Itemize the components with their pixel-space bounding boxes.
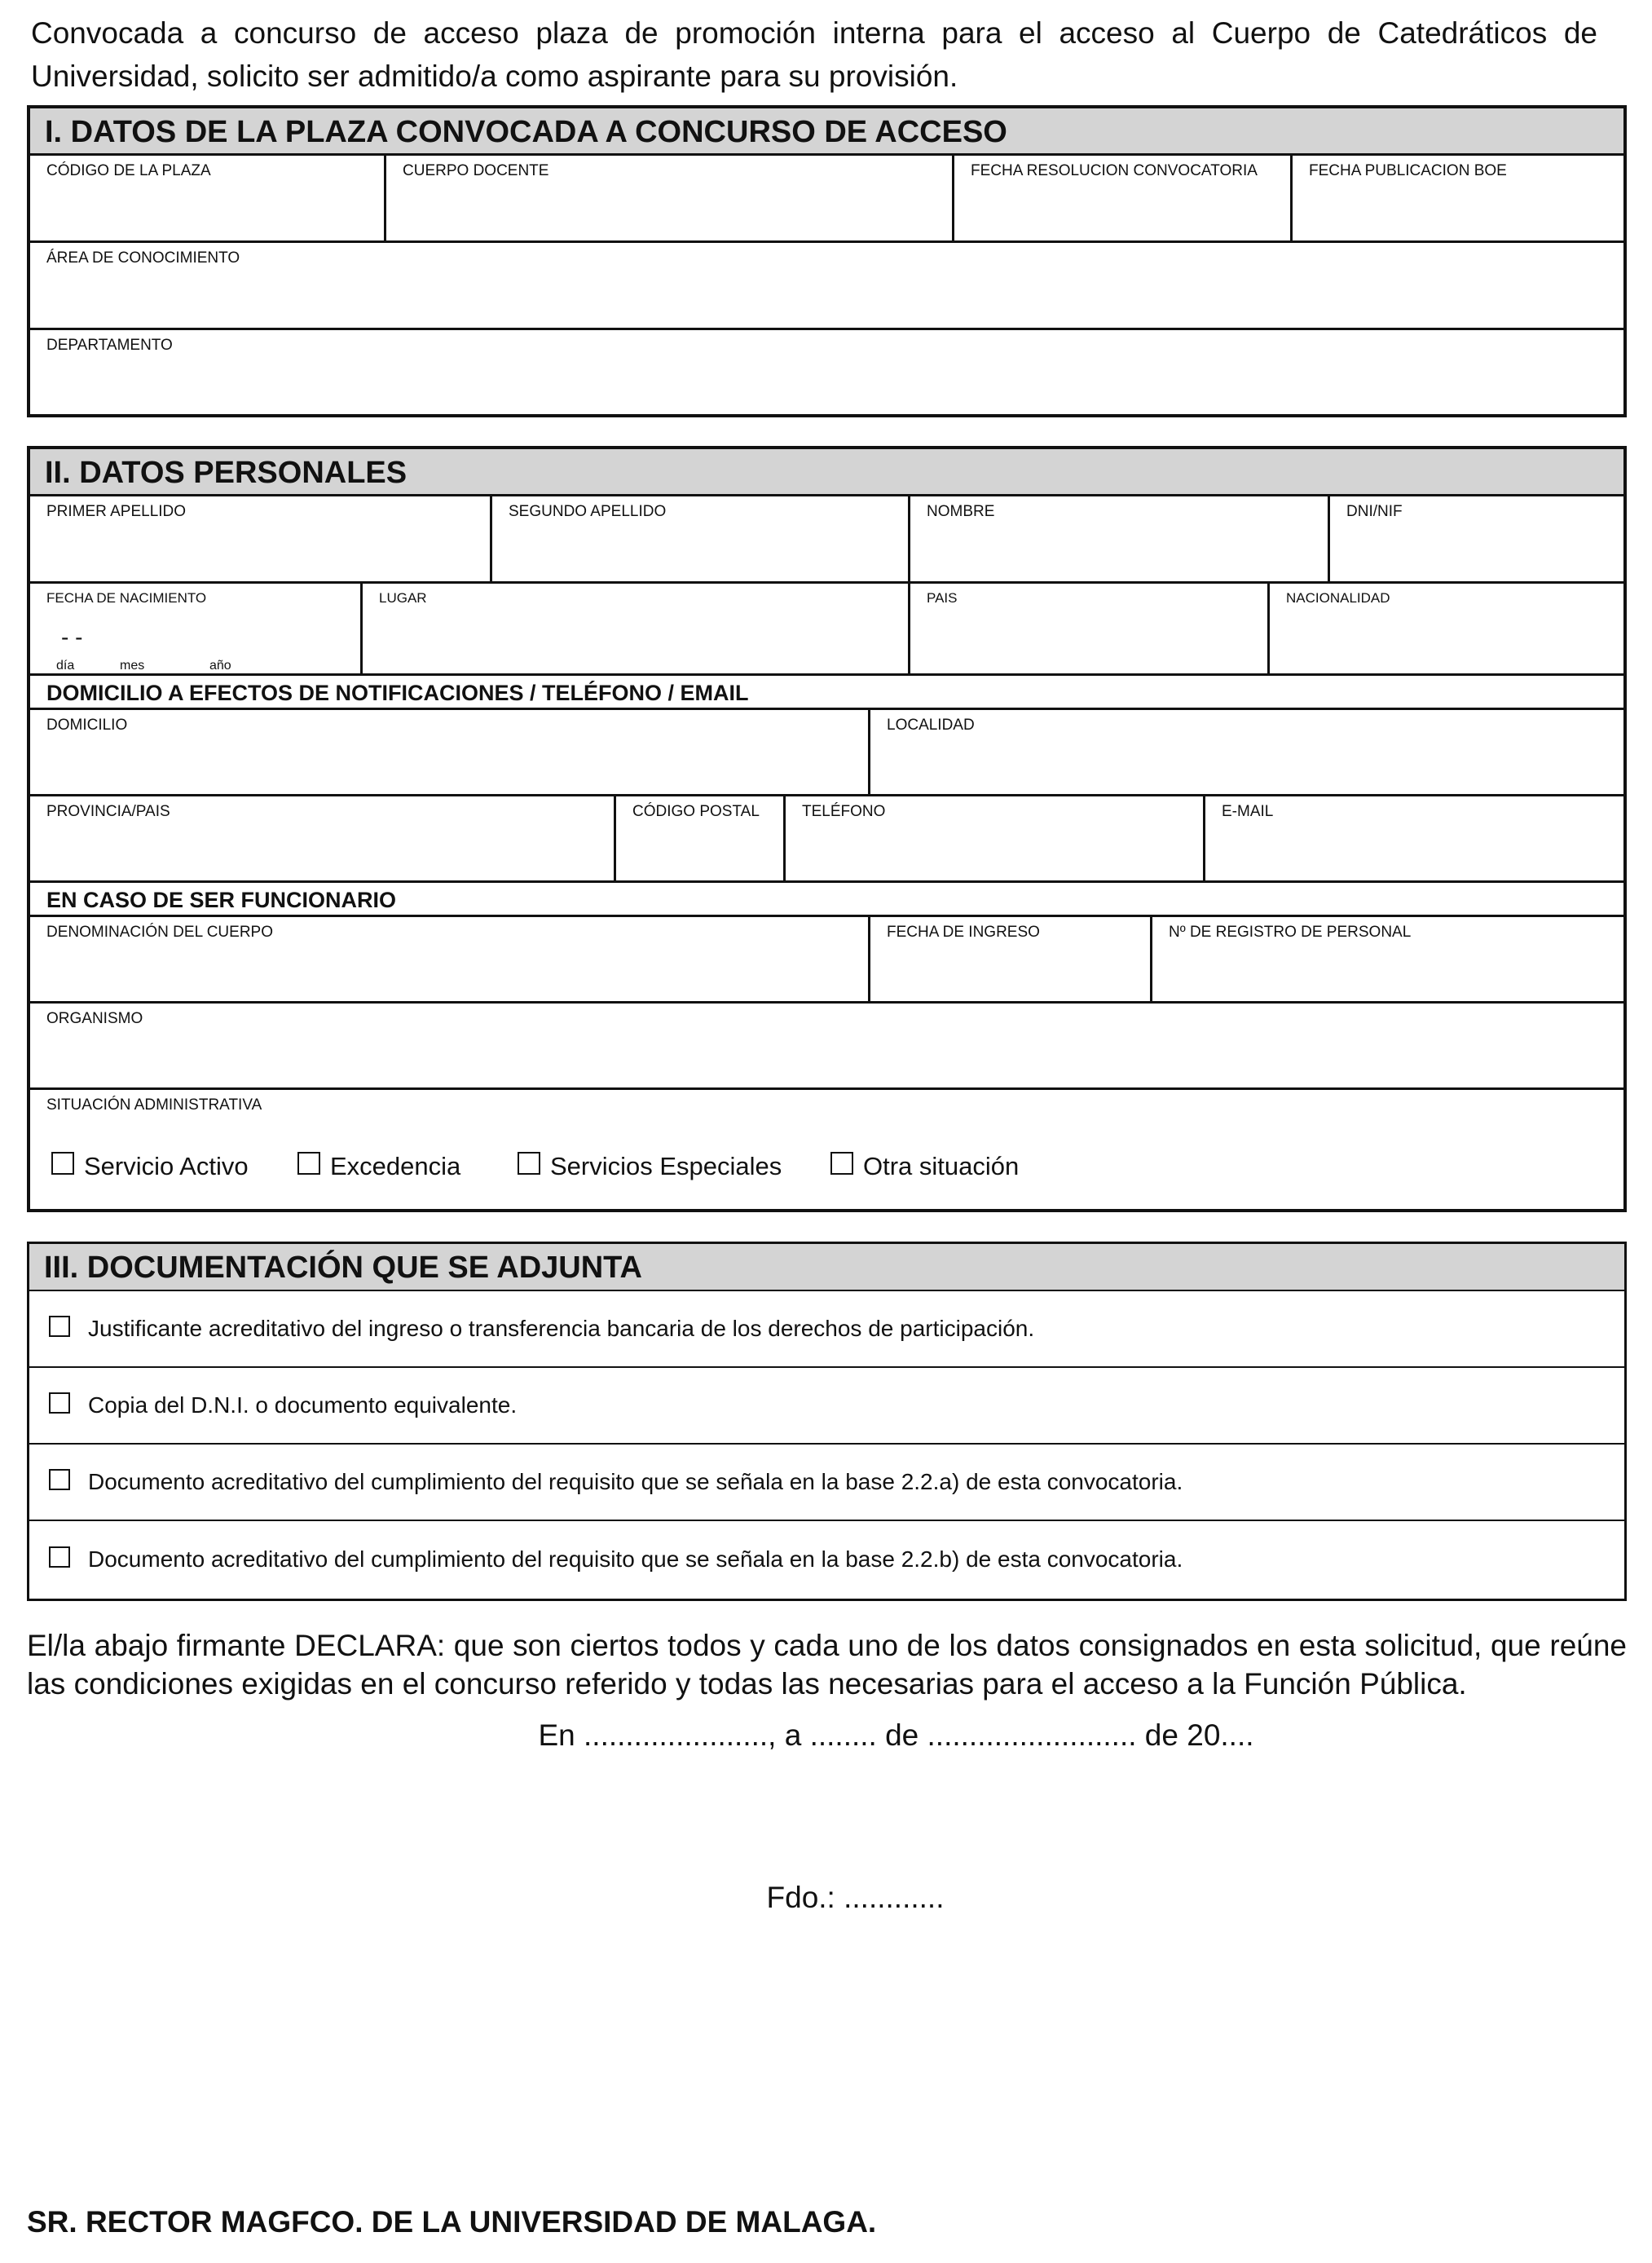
date-dia-label: día (56, 659, 75, 673)
section-datos-personales (27, 446, 1627, 1212)
checkbox-icon (49, 1546, 70, 1568)
field-label: NACIONALIDAD (1286, 590, 1390, 606)
field-codigo-plaza[interactable] (30, 156, 386, 240)
field-label: FECHA DE NACIMIENTO (46, 590, 207, 606)
checkbox-icon (49, 1469, 70, 1490)
field-label: DOMICILIO (46, 717, 128, 734)
checkbox-icon (51, 1152, 74, 1175)
doc-label: Copia del D.N.I. o documento equivalente. (88, 1392, 518, 1418)
place-date-line: En ......................, a ........ de ......................... de 20.... (538, 1718, 1254, 1752)
checkbox-otra-situacion[interactable] (830, 1152, 1019, 1181)
field-nombre[interactable] (910, 496, 1330, 581)
field-dni[interactable] (1330, 496, 1623, 581)
date-separators: - - (61, 624, 83, 650)
field-codigo-postal[interactable] (616, 796, 786, 880)
field-domicilio[interactable] (30, 710, 870, 794)
field-provincia[interactable] (30, 796, 616, 880)
field-localidad[interactable] (870, 710, 1623, 794)
field-denominacion-cuerpo[interactable] (30, 917, 870, 1001)
date-anio-label: año (209, 659, 231, 673)
option-label: Servicio Activo (84, 1152, 249, 1180)
field-telefono[interactable] (786, 796, 1205, 880)
field-organismo[interactable] (30, 1004, 1623, 1087)
field-lugar[interactable] (363, 584, 910, 673)
field-email[interactable] (1205, 796, 1623, 880)
doc-label: Justificante acreditativo del ingreso o transferencia bancaria de los derechos de participación. (88, 1316, 1035, 1341)
doc-requisito-2-2-b[interactable] (29, 1521, 1624, 1598)
section-datos-personales-title: II. DATOS PERSONALES (30, 449, 1623, 496)
field-label: PAIS (927, 590, 958, 606)
field-fecha-publicacion[interactable] (1293, 156, 1623, 240)
section-documentacion-title: III. DOCUMENTACIÓN QUE SE ADJUNTA (29, 1244, 1624, 1291)
doc-requisito-2-2-a[interactable] (29, 1445, 1624, 1521)
field-label: ÁREA DE CONOCIMIENTO (46, 249, 240, 267)
field-label: ORGANISMO (46, 1010, 143, 1027)
checkbox-excedencia[interactable] (297, 1152, 518, 1181)
funcionario-heading: EN CASO DE SER FUNCIONARIO (30, 883, 1623, 917)
situacion-options (51, 1152, 1019, 1181)
doc-copia-dni[interactable] (29, 1368, 1624, 1445)
field-label: SEGUNDO APELLIDO (509, 503, 667, 520)
field-pais[interactable] (910, 584, 1270, 673)
checkbox-icon (297, 1152, 320, 1175)
intro-paragraph: Convocada a concurso de acceso plaza de promoción interna para el acceso al Cuerpo de Catedráticos de Universidad, solicito ser admitido/a como aspirante para su provisión. (31, 16, 1597, 93)
field-label: FECHA DE INGRESO (887, 924, 1040, 941)
field-departamento[interactable] (30, 330, 1623, 415)
field-label: LUGAR (379, 590, 427, 606)
field-label: LOCALIDAD (887, 717, 975, 734)
field-label: PROVINCIA/PAIS (46, 803, 170, 820)
field-fecha-resolucion[interactable] (954, 156, 1293, 240)
option-label: Servicios Especiales (550, 1152, 782, 1180)
field-label: PRIMER APELLIDO (46, 503, 187, 520)
field-label: DENOMINACIÓN DEL CUERPO (46, 924, 273, 941)
field-area-conocimiento[interactable] (30, 243, 1623, 328)
doc-label: Documento acreditativo del cumplimiento del requisito que se señala en la base 2.2.b) de esta convocatoria. (88, 1546, 1183, 1572)
field-segundo-apellido[interactable] (492, 496, 910, 581)
checkbox-servicio-activo[interactable] (51, 1152, 297, 1181)
domicilio-heading: DOMICILIO A EFECTOS DE NOTIFICACIONES / TELÉFONO / EMAIL (30, 676, 1623, 710)
checkbox-icon (830, 1152, 853, 1175)
field-fecha-ingreso[interactable] (870, 917, 1152, 1001)
field-primer-apellido[interactable] (30, 496, 492, 581)
field-fecha-nacimiento[interactable] (30, 584, 363, 673)
option-label: Otra situación (863, 1152, 1020, 1180)
field-label: CÓDIGO DE LA PLAZA (46, 162, 211, 179)
section-plaza-title: I. DATOS DE LA PLAZA CONVOCADA A CONCURSO DE ACCESO (30, 108, 1623, 156)
section-documentacion (27, 1242, 1627, 1601)
checkbox-icon (49, 1392, 70, 1414)
date-mes-label: mes (120, 659, 145, 673)
field-situacion-administrativa (30, 1090, 1623, 1198)
addressee: SR. RECTOR MAGFCO. DE LA UNIVERSIDAD DE MALAGA. (27, 2205, 877, 2239)
field-label: SITUACIÓN ADMINISTRATIVA (46, 1096, 262, 1114)
checkbox-icon (49, 1316, 70, 1337)
section-plaza (27, 105, 1627, 417)
doc-justificante[interactable] (29, 1291, 1624, 1368)
field-label: TELÉFONO (802, 803, 886, 820)
field-registro-personal[interactable] (1152, 917, 1623, 1001)
declaration-paragraph: El/la abajo firmante DECLARA: que son ciertos todos y cada uno de los datos consignados en esta solicitud, que reúne las condiciones exigidas en el concurso referido y todas las necesarias para el acceso a la Función Pública. (27, 1629, 1627, 1701)
field-cuerpo-docente[interactable] (386, 156, 954, 240)
checkbox-icon (518, 1152, 540, 1175)
doc-label: Documento acreditativo del cumplimiento del requisito que se señala en la base 2.2.a) de esta convocatoria. (88, 1469, 1183, 1494)
field-label: DEPARTAMENTO (46, 337, 173, 354)
field-label: CÓDIGO POSTAL (632, 803, 760, 820)
field-nacionalidad[interactable] (1270, 584, 1623, 673)
field-label: NOMBRE (927, 503, 995, 520)
field-label: Nº DE REGISTRO DE PERSONAL (1169, 924, 1412, 941)
checkbox-servicios-especiales[interactable] (518, 1152, 830, 1181)
field-label: FECHA PUBLICACION BOE (1309, 162, 1507, 179)
field-label: E-MAIL (1222, 803, 1274, 820)
field-label: DNI/NIF (1346, 503, 1403, 520)
field-label: FECHA RESOLUCION CONVOCATORIA (971, 162, 1258, 179)
signature-line: Fdo.: ............ (766, 1881, 945, 1914)
option-label: Excedencia (330, 1152, 461, 1180)
date-sublabels (56, 659, 231, 673)
field-label: CUERPO DOCENTE (403, 162, 549, 179)
